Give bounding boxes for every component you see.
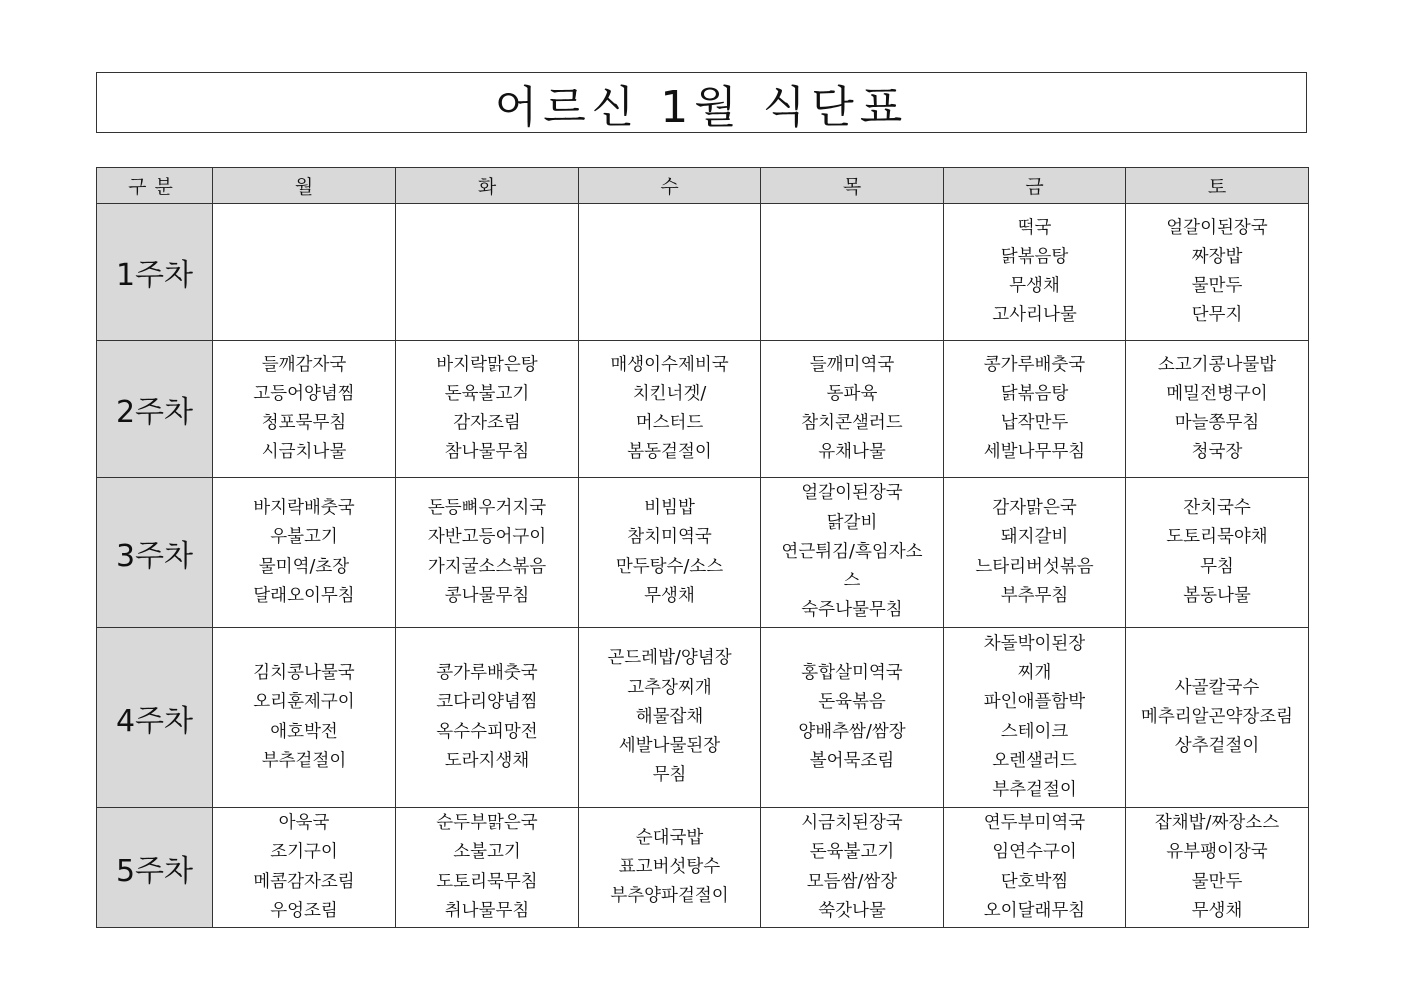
menu-cell-thu	[761, 341, 944, 478]
menu-item: 돼지갈비	[1000, 527, 1069, 548]
menu-item: 납작만두	[1000, 413, 1069, 433]
menu-cell-sat	[1126, 478, 1309, 628]
week-label: 1주차	[97, 204, 213, 341]
menu-item: 돈육불고기	[444, 383, 530, 404]
menu-item: 참나물무침	[444, 442, 530, 463]
menu-item: 볼어묵조림	[809, 750, 895, 771]
menu-item: 김치콩나물국	[253, 663, 355, 684]
week-row	[97, 628, 1309, 808]
menu-cell-mon	[213, 341, 396, 478]
menu-item: 사골칼국수	[1174, 677, 1260, 698]
week-row	[97, 204, 1309, 341]
menu-item: 연두부미역국	[983, 813, 1086, 834]
menu-item: 모듬쌈/쌈장	[806, 871, 898, 892]
menu-item: 감자맑은국	[992, 498, 1077, 519]
menu-item: 고추장찌개	[627, 677, 712, 698]
week-row	[97, 341, 1309, 478]
menu-item: 무생채	[644, 585, 695, 606]
menu-cell-tue	[396, 808, 579, 928]
menu-item: 우엉조림	[270, 900, 338, 921]
menu-item: 가지굴소스볶음	[427, 556, 547, 577]
menu-item: 옥수수피망전	[436, 721, 538, 742]
menu-cell-mon	[213, 204, 396, 341]
menu-item: 세발나물된장	[618, 736, 721, 757]
menu-item: 세발나무무침	[983, 442, 1086, 463]
menu-item: 감자조림	[453, 413, 521, 433]
menu-item: 참치콘샐러드	[801, 413, 903, 433]
header-row	[97, 168, 1309, 204]
menu-item: 물만두	[1191, 276, 1243, 296]
menu-item: 순대국밥	[635, 827, 704, 848]
menu-item: 도토리묵무침	[436, 871, 538, 892]
menu-item: 양배추쌈/쌈장	[798, 721, 906, 742]
menu-item: 차돌박이된장	[983, 633, 1086, 654]
menu-item: 부추겉절이	[992, 779, 1077, 800]
header-day-sat: 토	[1126, 168, 1309, 204]
menu-item: 해물잡채	[635, 706, 704, 727]
menu-item: 참치미역국	[627, 527, 712, 548]
week-label: 3주차	[97, 478, 213, 628]
menu-item: 무침	[1200, 556, 1234, 577]
menu-item: 순두부맑은국	[436, 813, 538, 834]
menu-item: 단호박찜	[1000, 871, 1069, 892]
meal-plan-body	[97, 204, 1309, 928]
week-label: 4주차	[97, 628, 213, 808]
menu-item: 조기구이	[270, 842, 338, 863]
menu-item: 오렌샐러드	[992, 750, 1077, 771]
menu-item: 소불고기	[453, 842, 521, 863]
menu-item: 매생이수제비국	[610, 354, 729, 375]
menu-item: 스테이크	[1000, 721, 1069, 742]
menu-cell-fri	[944, 204, 1126, 341]
menu-item: 연근튀김/흑임자소	[781, 541, 923, 562]
menu-cell-fri	[944, 628, 1126, 808]
header-day-wed: 수	[579, 168, 761, 204]
menu-item: 부추겉절이	[261, 750, 347, 771]
menu-item: 콩나물무침	[444, 585, 530, 606]
menu-item: 메추리알곤약장조림	[1140, 706, 1294, 727]
menu-item: 자반고등어구이	[427, 527, 547, 548]
header-corner: 구분	[97, 168, 213, 204]
menu-item: 부추양파겉절이	[610, 886, 729, 907]
menu-item: 표고버섯탕수	[618, 856, 721, 877]
menu-item: 코다리양념찜	[436, 692, 538, 713]
page-title: 어르신 1월 식단표	[494, 81, 909, 133]
menu-item: 닭볶음탕	[1000, 383, 1069, 404]
menu-cell-mon	[213, 628, 396, 808]
menu-item: 닭갈비	[826, 512, 878, 533]
menu-cell-thu	[761, 478, 944, 628]
menu-item: 물미역/초장	[258, 556, 350, 577]
menu-item: 얼갈이된장국	[1166, 217, 1268, 238]
menu-item: 머스터드	[635, 413, 704, 433]
menu-item: 단무지	[1191, 305, 1243, 326]
menu-item: 물만두	[1191, 871, 1243, 892]
menu-item: 메콤감자조림	[253, 871, 355, 892]
menu-item: 봄동나물	[1183, 585, 1251, 606]
menu-cell-tue	[396, 204, 579, 341]
menu-item: 곤드레밥/양념장	[607, 648, 732, 669]
week-row	[97, 808, 1309, 928]
menu-item: 오이달래무침	[983, 900, 1086, 921]
menu-item: 동파육	[826, 383, 878, 404]
menu-cell-tue	[396, 341, 579, 478]
menu-item: 파인애플함박	[983, 692, 1086, 713]
menu-item: 들깨미역국	[809, 354, 895, 375]
menu-item: 치킨너겟/	[632, 383, 707, 404]
menu-item: 콩가루배춧국	[983, 354, 1086, 375]
menu-cell-thu	[761, 628, 944, 808]
header-day-fri: 금	[944, 168, 1126, 204]
week-label: 2주차	[97, 341, 213, 478]
header-day-thu: 목	[761, 168, 944, 204]
menu-cell-wed	[579, 478, 761, 628]
menu-cell-wed	[579, 341, 761, 478]
menu-item: 고등어양념찜	[253, 383, 355, 404]
menu-cell-mon	[213, 808, 396, 928]
menu-item: 짜장밥	[1191, 246, 1243, 267]
menu-cell-wed	[579, 204, 761, 341]
menu-cell-wed	[579, 628, 761, 808]
menu-item: 고사리나물	[992, 305, 1077, 326]
menu-cell-sat	[1126, 808, 1309, 928]
menu-cell-thu	[761, 204, 944, 341]
menu-item: 애호박전	[270, 721, 338, 742]
menu-item: 임연수구이	[992, 842, 1077, 863]
menu-item: 마늘쫑무침	[1174, 413, 1260, 433]
menu-item: 콩가루배춧국	[436, 663, 538, 684]
menu-item: 떡국	[1017, 217, 1052, 238]
menu-cell-sat	[1126, 341, 1309, 478]
menu-item: 도라지생채	[444, 750, 530, 771]
menu-item: 만두탕수/소스	[615, 556, 724, 577]
menu-item: 돈육불고기	[809, 842, 895, 863]
week-label: 5주차	[97, 808, 213, 928]
menu-item: 소고기콩나물밥	[1157, 354, 1277, 375]
menu-item: 청국장	[1191, 442, 1243, 463]
menu-item: 바지락맑은탕	[436, 354, 538, 375]
menu-item: 시금치된장국	[801, 813, 903, 834]
header-day-tue: 화	[396, 168, 579, 204]
menu-cell-fri	[944, 341, 1126, 478]
menu-item: 닭볶음탕	[1000, 246, 1069, 267]
menu-item: 봄동겉절이	[627, 442, 712, 463]
menu-item: 바지락배춧국	[253, 498, 355, 519]
menu-item: 홍합살미역국	[801, 663, 903, 684]
header-day-mon: 월	[213, 168, 396, 204]
menu-cell-thu	[761, 808, 944, 928]
menu-item: 무생채	[1009, 276, 1060, 296]
menu-item: 오리훈제구이	[253, 692, 355, 713]
menu-item: 무침	[652, 765, 687, 786]
menu-item: 돈등뼈우거지국	[427, 498, 547, 519]
title-box	[96, 72, 1307, 133]
menu-cell-tue	[396, 478, 579, 628]
menu-item: 아욱국	[278, 813, 330, 834]
menu-item: 유부팽이장국	[1166, 842, 1268, 863]
menu-item: 잡채밥/짜장소스	[1154, 813, 1280, 834]
menu-item: 쑥갓나물	[818, 900, 886, 921]
menu-item: 도토리묵야채	[1166, 527, 1268, 548]
menu-item: 부추무침	[1000, 585, 1069, 606]
menu-item: 무생채	[1191, 900, 1243, 921]
menu-item: 얼갈이된장국	[801, 483, 903, 504]
menu-item: 돈육볶음	[818, 692, 886, 713]
menu-item: 메밀전병구이	[1166, 383, 1268, 404]
menu-item: 비빔밥	[644, 498, 695, 519]
menu-cell-mon	[213, 478, 396, 628]
week-row	[97, 478, 1309, 628]
menu-item: 느타리버섯볶음	[975, 556, 1094, 577]
menu-item: 시금치나물	[261, 442, 347, 463]
menu-cell-wed	[579, 808, 761, 928]
menu-item: 숙주나물무침	[801, 600, 903, 621]
menu-cell-fri	[944, 478, 1126, 628]
menu-item: 유채나물	[818, 442, 886, 463]
menu-cell-sat	[1126, 628, 1309, 808]
menu-item: 취나물무침	[444, 900, 530, 921]
menu-item: 상추겉절이	[1174, 736, 1260, 757]
menu-cell-fri	[944, 808, 1126, 928]
menu-item: 우불고기	[270, 527, 338, 548]
menu-item: 스	[843, 571, 861, 592]
menu-item: 찌개	[1017, 663, 1052, 684]
menu-cell-tue	[396, 628, 579, 808]
menu-item: 청포묵무침	[261, 413, 347, 433]
menu-cell-sat	[1126, 204, 1309, 341]
meal-plan-table	[96, 167, 1309, 928]
menu-item: 들깨감자국	[261, 354, 347, 375]
menu-item: 달래오이무침	[253, 585, 355, 606]
menu-item: 잔치국수	[1183, 498, 1251, 519]
